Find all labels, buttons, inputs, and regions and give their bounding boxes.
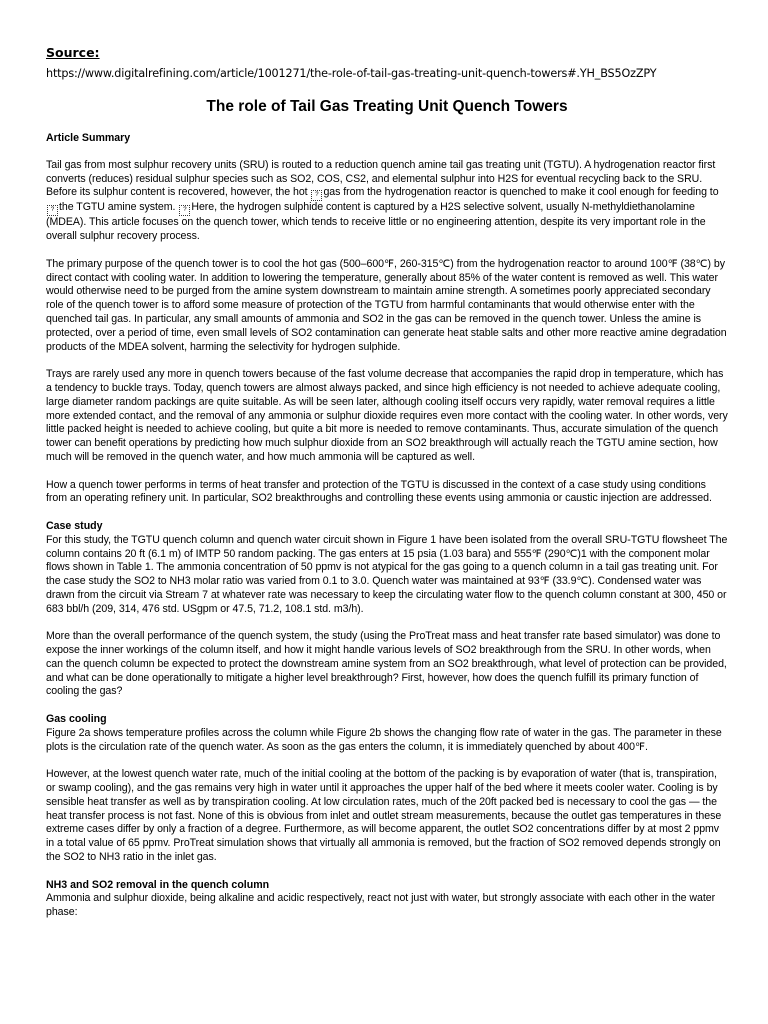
article-title: The role of Tail Gas Treating Unit Quench Towers xyxy=(206,98,568,115)
missing-glyph-icon: ? xyxy=(47,205,58,216)
paragraph-overall: More than the overall performance of the quench system, the study (using the ProTreat mass and heat transfer rate based simulator) was done to expose the inner workings of the column itself, and how it might handle various levels of SO2 breakthrough from the SRU. In other words, when can the quench column be expected to protect the downstream amine system from an SO2 breakthrough, what level of protection can be provided, and what can be done operationally to mitigate a higher level breakthrough? First, however, how does the quench fulfill its primary function of cooling the gas? xyxy=(46,630,727,698)
paragraph-purpose: The primary purpose of the quench tower is to cool the hot gas (500–600℉, 260-315℃) from the hydrogenation reactor to around 100℉ (38℃) by direct contact with cooling water. In addition to lowering the temperature, generally about 85% of the water content is removed as well. This water would otherwise need to be purged from the amine system downstream to maintain amine strength. A sometimes poorly appreciated secondary role of the quench tower is to afford some measure of protection of the TGTU from harmful contaminants that would otherwise enter with the quenched tail gas. In particular, any small amounts of ammonia and SO2 in the gas can be removed in the quench tower. Unless the amine is protected, over a period of time, even small levels of SO2 contamination can generate heat stable salts and other more reactive amine degradation products of the MDEA solvent, harming the selectivity for hydrogen sulphide. xyxy=(46,257,727,353)
paragraph-cooling: However, at the lowest quench water rate, much of the initial cooling at the bottom of the packing is by evaporation of water (that is, transpiration, or swamp cooling), and the gas remains very high in water until it approaches the upper half of the bed where it meets cooler water. Cooling is by sensible heat transfer as well as by transpiration cooling. At low circulation rates, much of the 20ft packed bed is necessary to cool the gas — the heat transfer process is not fast. None of this is obvious from inlet and outlet stream measurements, because the outlet gas temperatures in these extreme cases differ by only a fraction of a degree. Furthermore, as will become apparent, the outlet SO2 concentrations differ by at most 2 ppmv in a total value of 65 ppmv. ProTreat simulation shows that virtually all ammonia is removed, but the fraction of SO2 removed depends strongly on the SO2 to NH3 ratio in the inlet gas. xyxy=(46,768,722,864)
paragraph-figure2: Figure 2a shows temperature profiles across the column while Figure 2b shows the changing flow rate of water in the gas. The parameter in these plots is the circulation rate of the quench water. As soon as the gas enters the column, it is immediately quenched by about 400℉. xyxy=(46,726,722,753)
paragraph-nh3: Ammonia and sulphur dioxide, being alkaline and acidic respectively, react not just with water, but strongly associate with each other in the water phase: xyxy=(46,892,716,919)
summary-paragraph xyxy=(46,159,728,244)
source-url[interactable]: https://www.digitalrefining.com/article/1001271/the-role-of-tail-gas-treating-unit-quench-towers#.YH_BS5OzZPY xyxy=(46,67,657,80)
case-study-heading: Case study xyxy=(46,519,103,532)
source-label: Source: xyxy=(46,45,100,60)
p1-part-c: the TGTU amine system. xyxy=(59,201,179,214)
missing-glyph-icon: ? xyxy=(311,190,322,201)
p1-part-d: Here, the hydrogen sulphide content is captured by a H2S selective solvent, usually N-methyldiethanolamine (MDEA). This article focuses on the quench tower, which tends to receive little or no engineering attention, despite its very important role in the overall sulphur recovery process. xyxy=(46,201,706,243)
p1-part-a: Tail gas from most sulphur recovery units (SRU) is routed to a reduction quench amine tail gas treating unit (TGTU). A hydrogenation reactor first converts (reduces) residual sulphur species such as SO2, COS, CS2, and elemental sulphur into H2S for eventual recycling back to the SRU. Before its sulphur content is recovered, however, the hot xyxy=(46,158,716,199)
paragraph-case-study: For this study, the TGTU quench column and quench water circuit shown in Figure 1 have been isolated from the overall SRU-TGTU flowsheet The column contains 20 ft (6.1 m) of IMTP 50 random packing. The gas enters at 15 psia (1.03 bara) and 555℉ (290℃)1 with the component molar flows shown in Table 1. The ammonia concentration of 50 ppmv is not atypical for the gas going to a quench column in a tail gas treating unit. For the case study the SO2 to NH3 molar ratio was varied from 0.1 to 3.0. Quench water was maintained at 93℉ (33.9℃). Condensed water was drawn from the circuit via Stream 7 at whatever rate was necessary to keep the circulating water flow to the quench column constant at 300, 450 or 683 bbl/h (209, 314, 476 std. USgpm or 47.5, 71.2, 108.1 std. m3/h). xyxy=(46,533,728,615)
gas-cooling-heading: Gas cooling xyxy=(46,713,107,726)
p1-part-b: gas from the hydrogenation reactor is quenched to make it cool enough for feeding to xyxy=(323,186,719,199)
paragraph-trays: Trays are rarely used any more in quench towers because of the fast volume decrease that accompanies the rapid drop in temperature, which has a tendency to buckle trays. Today, quench towers are almost always packed, and since high efficiency is not needed to achieve adequate cooling, large diameter random packings are quite suitable. As will be seen later, although cooling itself occurs very rapidly, water removal requires a little more extended contact, and the removal of any ammonia or sulphur dioxide requires even more contact with the cooling water. In other words, very little packed height is needed to achieve cooling, but quite a bit more is needed to remove contaminants. Thus, accurate simulation of the quench tower can benefit operations by predicting how much sulphur dioxide from an SO2 breakthrough will actually reach the TGTU amine section, how much will be removed in the quench water, and how much ammonia will be captured as well. xyxy=(46,368,728,463)
paragraph-performance: How a quench tower performs in terms of heat transfer and protection of the TGTU is discussed in the context of a case study using conditions from an operating refinery unit. In particular, SO2 breakthroughs and controlling these events using ammonia or caustic injection are addressed. xyxy=(46,478,712,505)
summary-heading: Article Summary xyxy=(46,132,131,144)
nh3-so2-heading: NH3 and SO2 removal in the quench column xyxy=(46,878,270,891)
missing-glyph-icon: ? xyxy=(179,205,190,216)
